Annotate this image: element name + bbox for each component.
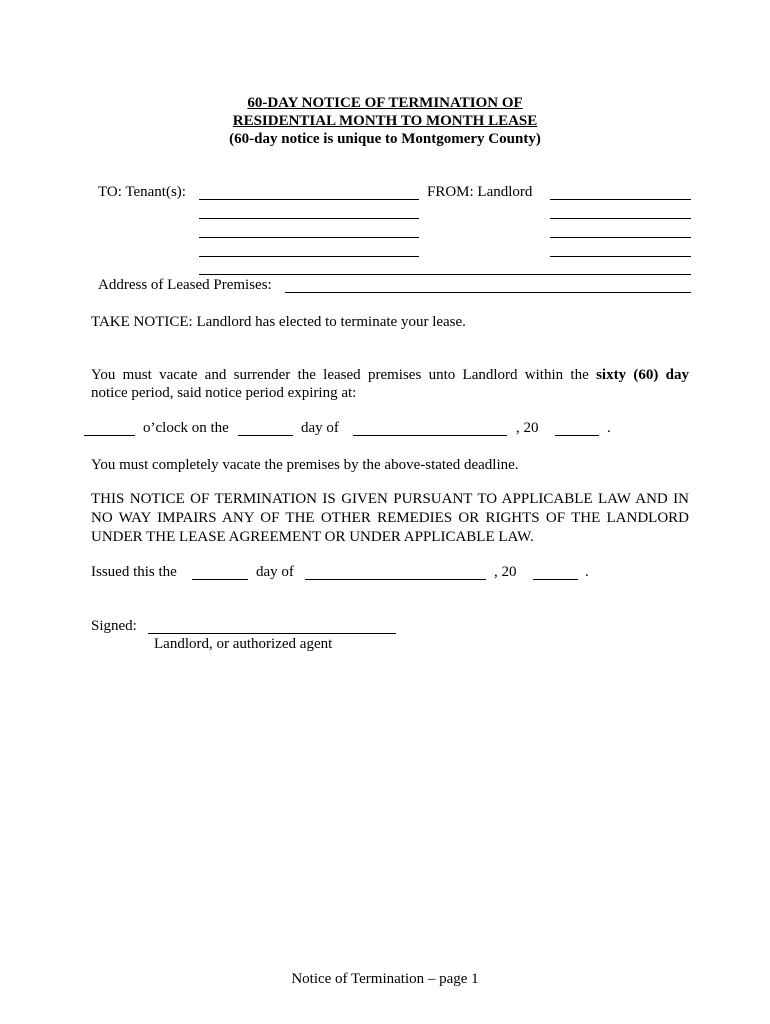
expire-day-field[interactable] bbox=[238, 435, 293, 436]
title-line-2: RESIDENTIAL MONTH TO MONTH LEASE bbox=[232, 113, 538, 129]
legal-notice-paragraph: THIS NOTICE OF TERMINATION IS GIVEN PURSUANT TO APPLICABLE LAW AND IN NO WAY IMPAIRS ANY OF THE OTHER REMEDIES OR RIGHTS OF THE LANDLORD UNDER THE LEASE AGREEMENT OR UNDER APPLICABLE LAW. bbox=[91, 491, 689, 545]
landlord-name-field-4[interactable] bbox=[550, 256, 691, 257]
from-landlord-label: FROM: Landlord bbox=[427, 184, 533, 200]
vacate-text-bold: sixty (60) day bbox=[596, 367, 689, 383]
landlord-name-field-3[interactable] bbox=[550, 237, 691, 238]
expire-year-prefix: , 20 bbox=[516, 420, 539, 436]
issued-day-field[interactable] bbox=[192, 579, 248, 580]
expire-hour-field[interactable] bbox=[84, 435, 135, 436]
signed-label: Signed: bbox=[91, 618, 137, 634]
vacate-text-line-1 bbox=[91, 366, 689, 384]
address-label: Address of Leased Premises: bbox=[98, 277, 272, 293]
issued-year-field[interactable] bbox=[533, 579, 578, 580]
signature-caption: Landlord, or authorized agent bbox=[154, 636, 333, 652]
tenant-name-field-2[interactable] bbox=[199, 218, 419, 219]
expire-month-field[interactable] bbox=[353, 435, 507, 436]
signature-field[interactable] bbox=[148, 633, 396, 634]
tenant-name-field-4[interactable] bbox=[199, 256, 419, 257]
issued-period: . bbox=[585, 564, 589, 580]
complete-vacate-text: You must completely vacate the premises by the above-stated deadline. bbox=[91, 457, 519, 473]
subtitle: (60-day notice is unique to Montgomery County) bbox=[229, 131, 541, 147]
landlord-name-field-2[interactable] bbox=[550, 218, 691, 219]
issued-month-field[interactable] bbox=[305, 579, 486, 580]
take-notice-text: TAKE NOTICE: Landlord has elected to terminate your lease. bbox=[91, 314, 466, 330]
page-footer: Notice of Termination – page 1 bbox=[291, 971, 479, 987]
tenant-name-field-3[interactable] bbox=[199, 237, 419, 238]
oclock-label: o’clock on the bbox=[143, 420, 229, 436]
address-field-1[interactable] bbox=[199, 274, 691, 275]
title-line-1: 60-DAY NOTICE OF TERMINATION OF bbox=[247, 95, 523, 111]
vacate-text-line-2: notice period, said notice period expiring at: bbox=[91, 385, 357, 401]
issued-year-prefix: , 20 bbox=[494, 564, 517, 580]
expire-year-field[interactable] bbox=[555, 435, 599, 436]
expire-day-of-label: day of bbox=[301, 420, 339, 436]
vacate-text-prefix: You must vacate and surrender the leased premises unto Landlord within the bbox=[91, 367, 597, 383]
address-field-2[interactable] bbox=[285, 292, 691, 293]
to-tenant-label: TO: Tenant(s): bbox=[98, 184, 186, 200]
tenant-name-field-1[interactable] bbox=[199, 199, 419, 200]
landlord-name-field-1[interactable] bbox=[550, 199, 691, 200]
issued-day-of-label: day of bbox=[256, 564, 294, 580]
issued-label: Issued this the bbox=[91, 564, 177, 580]
expire-period: . bbox=[607, 420, 611, 436]
